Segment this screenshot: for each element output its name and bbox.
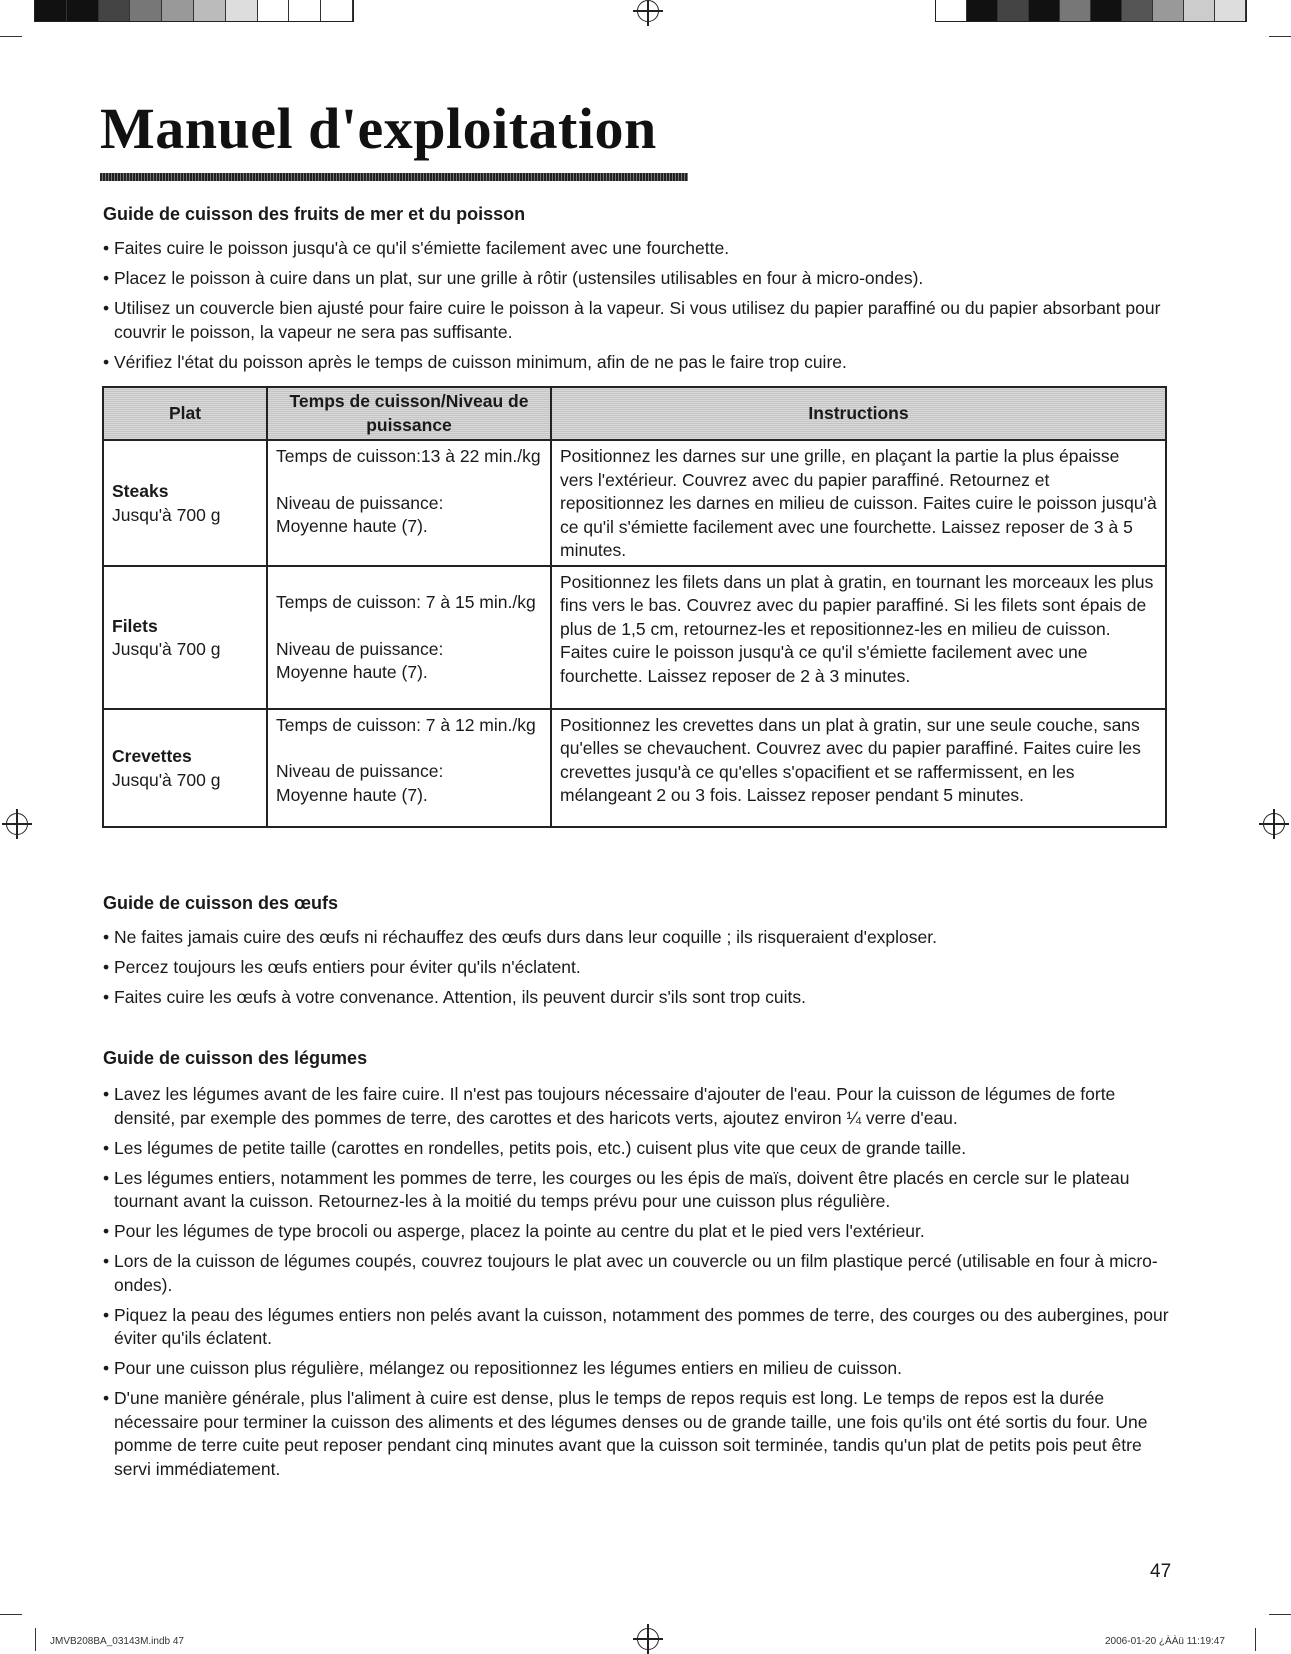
power-level: Moyenne haute (7). bbox=[276, 662, 428, 683]
title-underline bbox=[100, 173, 688, 181]
instructions-cell: Positionnez les crevettes dans un plat à gratin, sur une seule couche, sans qu'elles se chevauchent. Couvrez avec du papier paraffiné. Faites cuire les crevettes jusqu'à ce qu'elles s'opacifient et se raffermissent, en les mélangeant 2 ou 3 fois. Laissez reposer pendant 5 minutes. bbox=[551, 709, 1166, 827]
registration-mark-top bbox=[637, 0, 659, 22]
list-item: • Utilisez un couvercle bien ajusté pour faire cuire le poisson à la vapeur. Si vous utilisez du papier paraffiné ou du papier absorbant pour couvrir le poisson, la vapeur ne sera pas suffisante. bbox=[103, 297, 1178, 344]
list-item: • Piquez la peau des légumes entiers non pelés avant la cuisson, notamment des pommes de terre, des courges ou des aubergines, pour éviter qu'ils éclatent. bbox=[103, 1304, 1178, 1351]
color-calibration-bar-left bbox=[34, 0, 354, 22]
column-header-instructions: Instructions bbox=[551, 387, 1166, 440]
registration-mark-right bbox=[1263, 813, 1285, 835]
instructions-cell: Positionnez les darnes sur une grille, en plaçant la partie la plus épaisse vers l'extérieur. Couvrez avec du papier paraffiné. Retournez et repositionnez les darnes en milieu de cuisson. Faites cuire le poisson jusqu'à ce qu'il s'émiette facilement avec une fourchette. Laissez reposer de 3 à 5 minutes. bbox=[551, 440, 1166, 566]
power-level: Moyenne haute (7). bbox=[276, 516, 428, 536]
dish-name: Steaks bbox=[112, 481, 169, 502]
list-item: • Lavez les légumes avant de les faire cuire. Il n'est pas toujours nécessaire d'ajouter de l'eau. Pour la cuisson de légumes de forte densité, par exemple des pommes de terre, des carottes et des haricots verts, ajoutez environ ¼ verre d'eau. bbox=[103, 1083, 1178, 1130]
crop-mark bbox=[0, 1614, 22, 1615]
power-label: Niveau de puissance: bbox=[276, 638, 444, 659]
crop-mark bbox=[1269, 1614, 1291, 1615]
cooking-time: Temps de cuisson: 7 à 15 min./kg bbox=[276, 592, 536, 613]
footer-file-name: JMVB208BA_03143M.indb 47 bbox=[50, 1636, 184, 1647]
crop-mark bbox=[1255, 1628, 1256, 1651]
color-calibration-bar-right bbox=[935, 0, 1247, 22]
column-header-temps: Temps de cuisson/Niveau de puissance bbox=[267, 387, 551, 440]
list-item: • Lors de la cuisson de légumes coupés, couvrez toujours le plat avec un couvercle ou un film plastique percé (utilisable en four à micro-ondes). bbox=[103, 1250, 1178, 1297]
crop-mark bbox=[1269, 36, 1291, 37]
list-item: • Vérifiez l'état du poisson après le temps de cuisson minimum, afin de ne pas le faire trop cuire. bbox=[103, 351, 1178, 375]
vegetables-section-heading: Guide de cuisson des légumes bbox=[103, 1048, 368, 1068]
page-number: 47 bbox=[1150, 1561, 1172, 1582]
dish-quantity: Jusqu'à 700 g bbox=[112, 769, 221, 790]
time-power-cell bbox=[267, 566, 551, 709]
crop-mark bbox=[35, 1628, 36, 1651]
fish-cooking-table bbox=[102, 386, 1167, 828]
footer-timestamp: 2006-01-20 ¿ÀÀü 11:19:47 bbox=[1105, 1636, 1225, 1647]
dish-cell bbox=[103, 440, 267, 566]
list-item: • Les légumes entiers, notamment les pommes de terre, les courges ou les épis de maïs, doivent être placés en cercle sur le plateau tournant avant la cuisson. Retournez-les à la moitié du temps prévu pour une cuisson plus régulière. bbox=[103, 1167, 1178, 1214]
power-level: Moyenne haute (7). bbox=[276, 784, 428, 805]
table-row bbox=[103, 440, 1166, 566]
time-power-cell bbox=[267, 709, 551, 827]
table-header-row bbox=[103, 387, 1166, 440]
eggs-bullet-list bbox=[103, 926, 1178, 1016]
dish-cell bbox=[103, 566, 267, 709]
fish-section-heading: Guide de cuisson des fruits de mer et du poisson bbox=[103, 204, 526, 224]
registration-mark-left bbox=[6, 813, 28, 835]
fish-bullet-list bbox=[103, 237, 1178, 381]
dish-quantity: Jusqu'à 700 g bbox=[112, 504, 221, 525]
list-item: • Ne faites jamais cuire des œufs ni réchauffez des œufs durs dans leur coquille ; ils risqueraient d'exploser. bbox=[103, 926, 1178, 950]
table-row bbox=[103, 566, 1166, 709]
instructions-cell: Positionnez les filets dans un plat à gratin, en tournant les morceaux les plus fins vers le bas. Couvrez avec du papier paraffiné. Si les filets sont épais de plus de 1,5 cm, retournez-les et repositionnez-les en milieu de cuisson. Faites cuire le poisson jusqu'à ce qu'il s'émiette facilement avec une fourchette. Laissez reposer de 2 à 3 minutes. bbox=[551, 566, 1166, 709]
eggs-section-heading: Guide de cuisson des œufs bbox=[103, 893, 339, 913]
list-item: • Placez le poisson à cuire dans un plat, sur une grille à rôtir (ustensiles utilisables en four à micro-ondes). bbox=[103, 267, 1178, 291]
power-label: Niveau de puissance: bbox=[276, 761, 444, 781]
list-item: • Pour les légumes de type brocoli ou asperge, placez la pointe au centre du plat et le pied vers l'extérieur. bbox=[103, 1220, 1178, 1244]
column-header-plat: Plat bbox=[103, 387, 267, 440]
vegetables-bullet-list bbox=[103, 1083, 1178, 1488]
cooking-time: Temps de cuisson: 7 à 12 min./kg bbox=[276, 714, 536, 735]
crop-mark bbox=[0, 36, 22, 37]
power-label: Niveau de puissance: bbox=[276, 492, 444, 513]
list-item: • Faites cuire les œufs à votre convenance. Attention, ils peuvent durcir s'ils sont trop cuits. bbox=[103, 986, 1178, 1010]
list-item: • Percez toujours les œufs entiers pour éviter qu'ils n'éclatent. bbox=[103, 956, 1178, 980]
dish-cell bbox=[103, 709, 267, 827]
list-item: • Les légumes de petite taille (carottes en rondelles, petits pois, etc.) cuisent plus vite que ceux de grande taille. bbox=[103, 1137, 1178, 1161]
list-item: • D'une manière générale, plus l'aliment à cuire est dense, plus le temps de repos requis est long. Le temps de repos est la durée nécessaire pour terminer la cuisson des aliments et des légumes denses ou de grande taille, une fois qu'ils ont été sortis du four. Une pomme de terre cuite peut reposer pendant cinq minutes avant que la cuisson soit terminée, tandis qu'un plat de petits pois peut être servi immédiatement. bbox=[103, 1387, 1178, 1481]
dish-name: Filets bbox=[112, 615, 158, 636]
table-row bbox=[103, 709, 1166, 827]
dish-name: Crevettes bbox=[112, 746, 192, 766]
registration-mark-bottom bbox=[637, 1628, 659, 1650]
dish-quantity: Jusqu'à 700 g bbox=[112, 639, 221, 659]
cooking-time: Temps de cuisson:13 à 22 min./kg bbox=[276, 446, 541, 466]
list-item: • Faites cuire le poisson jusqu'à ce qu'il s'émiette facilement avec une fourchette. bbox=[103, 237, 1178, 261]
page-title: Manuel d'exploitation bbox=[100, 96, 657, 161]
list-item: • Pour une cuisson plus régulière, mélangez ou repositionnez les légumes entiers en milieu de cuisson. bbox=[103, 1357, 1178, 1381]
time-power-cell bbox=[267, 440, 551, 566]
